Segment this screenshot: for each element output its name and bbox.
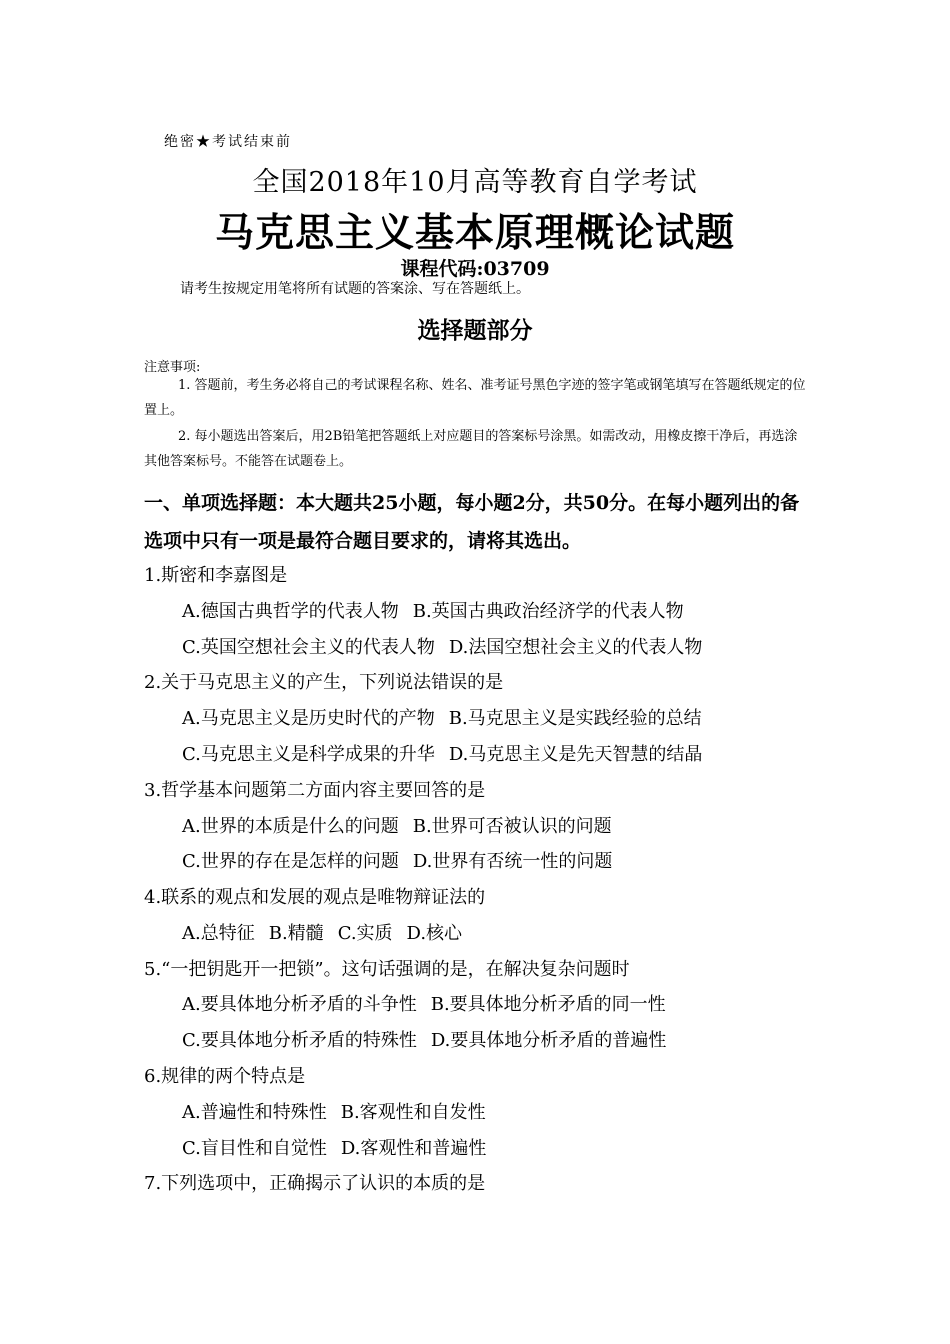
option: D.世界有否统一性的问题: [412, 851, 613, 872]
question-options-row: [182, 597, 698, 623]
question-options-row: [182, 812, 626, 838]
option: B.客观性和自发性: [340, 1102, 486, 1123]
option: D.核心: [406, 923, 463, 944]
instruction-text: 请考生按规定用笔将所有试题的答案涂、写在答题纸上。: [180, 281, 530, 297]
paper-title: 马克思主义基本原理概论试题: [214, 210, 735, 256]
exam-name: 全国2018年10月高等教育自学考试: [252, 167, 698, 198]
question-options-row: [182, 847, 626, 873]
note-item: 1. 答题前，考生务必将自己的考试课程名称、姓名、准考证号黑色字迹的签字笔或钢笔填写在答题纸规定的位置上。: [144, 378, 806, 418]
option: C.英国空想社会主义的代表人物: [182, 637, 435, 658]
question-stem: 6.规律的两个特点是: [144, 1066, 306, 1087]
question-options-row: [182, 1134, 500, 1160]
option: A.普遍性和特殊性: [182, 1102, 327, 1123]
secret-mark: 绝密★考试结束前: [164, 134, 292, 150]
option: D.马克思主义是先天智慧的结晶: [448, 744, 703, 765]
question-stem: 1.斯密和李嘉图是: [144, 565, 288, 586]
option: B.要具体地分析矛盾的同一性: [430, 994, 666, 1015]
option: A.要具体地分析矛盾的斗争性: [182, 994, 417, 1015]
course-code: 课程代码:03709: [400, 258, 550, 280]
question-stem: 2.关于马克思主义的产生，下列说法错误的是: [144, 672, 504, 693]
question-stem: 5.“一把钥匙开一把锁”。这句话强调的是，在解决复杂问题时: [144, 959, 630, 980]
section-title: 选择题部分: [417, 317, 533, 344]
notes-title: 注意事项:: [144, 360, 201, 375]
option: C.实质: [337, 923, 393, 944]
question-options-row: [182, 740, 716, 766]
option: B.精髓: [268, 923, 324, 944]
option: B.马克思主义是实践经验的总结: [448, 708, 702, 729]
option: C.马克思主义是科学成果的升华: [182, 744, 435, 765]
option: D.客观性和普遍性: [340, 1138, 487, 1159]
question-stem: 3.哲学基本问题第二方面内容主要回答的是: [144, 780, 486, 801]
option: A.马克思主义是历史时代的产物: [182, 708, 435, 729]
note-item: 2. 每小题选出答案后，用2B铅笔把答题纸上对应题目的答案标号涂黑。如需改动，用橡皮擦干净后，再选涂其他答案标号。不能答在试题卷上。: [144, 429, 798, 469]
part-one-heading: 一、单项选择题：本大题共25小题，每小题2分，共50分。在每小题列出的备选项中只有一项是最符合题目要求的，请将其选出。: [144, 492, 800, 552]
option: D.要具体地分析矛盾的普遍性: [430, 1030, 667, 1051]
question-options-row: [182, 919, 476, 945]
question-options-row: [182, 633, 716, 659]
question-options-row: [182, 704, 716, 730]
option: D.法国空想社会主义的代表人物: [448, 637, 703, 658]
question-stem: 7.下列选项中，正确揭示了认识的本质的是: [144, 1173, 486, 1194]
question-options-row: [182, 990, 680, 1016]
option: C.世界的存在是怎样的问题: [182, 851, 399, 872]
question-stem: 4.联系的观点和发展的观点是唯物辩证法的: [144, 887, 486, 908]
option: A.德国古典哲学的代表人物: [182, 601, 399, 622]
question-options-row: [182, 1098, 500, 1124]
option: A.总特征: [182, 923, 255, 944]
option: B.世界可否被认识的问题: [412, 816, 612, 837]
option: C.盲目性和自觉性: [182, 1138, 327, 1159]
question-options-row: [182, 1026, 680, 1052]
option: B.英国古典政治经济学的代表人物: [412, 601, 684, 622]
option: A.世界的本质是什么的问题: [182, 816, 399, 837]
option: C.要具体地分析矛盾的特殊性: [182, 1030, 417, 1051]
